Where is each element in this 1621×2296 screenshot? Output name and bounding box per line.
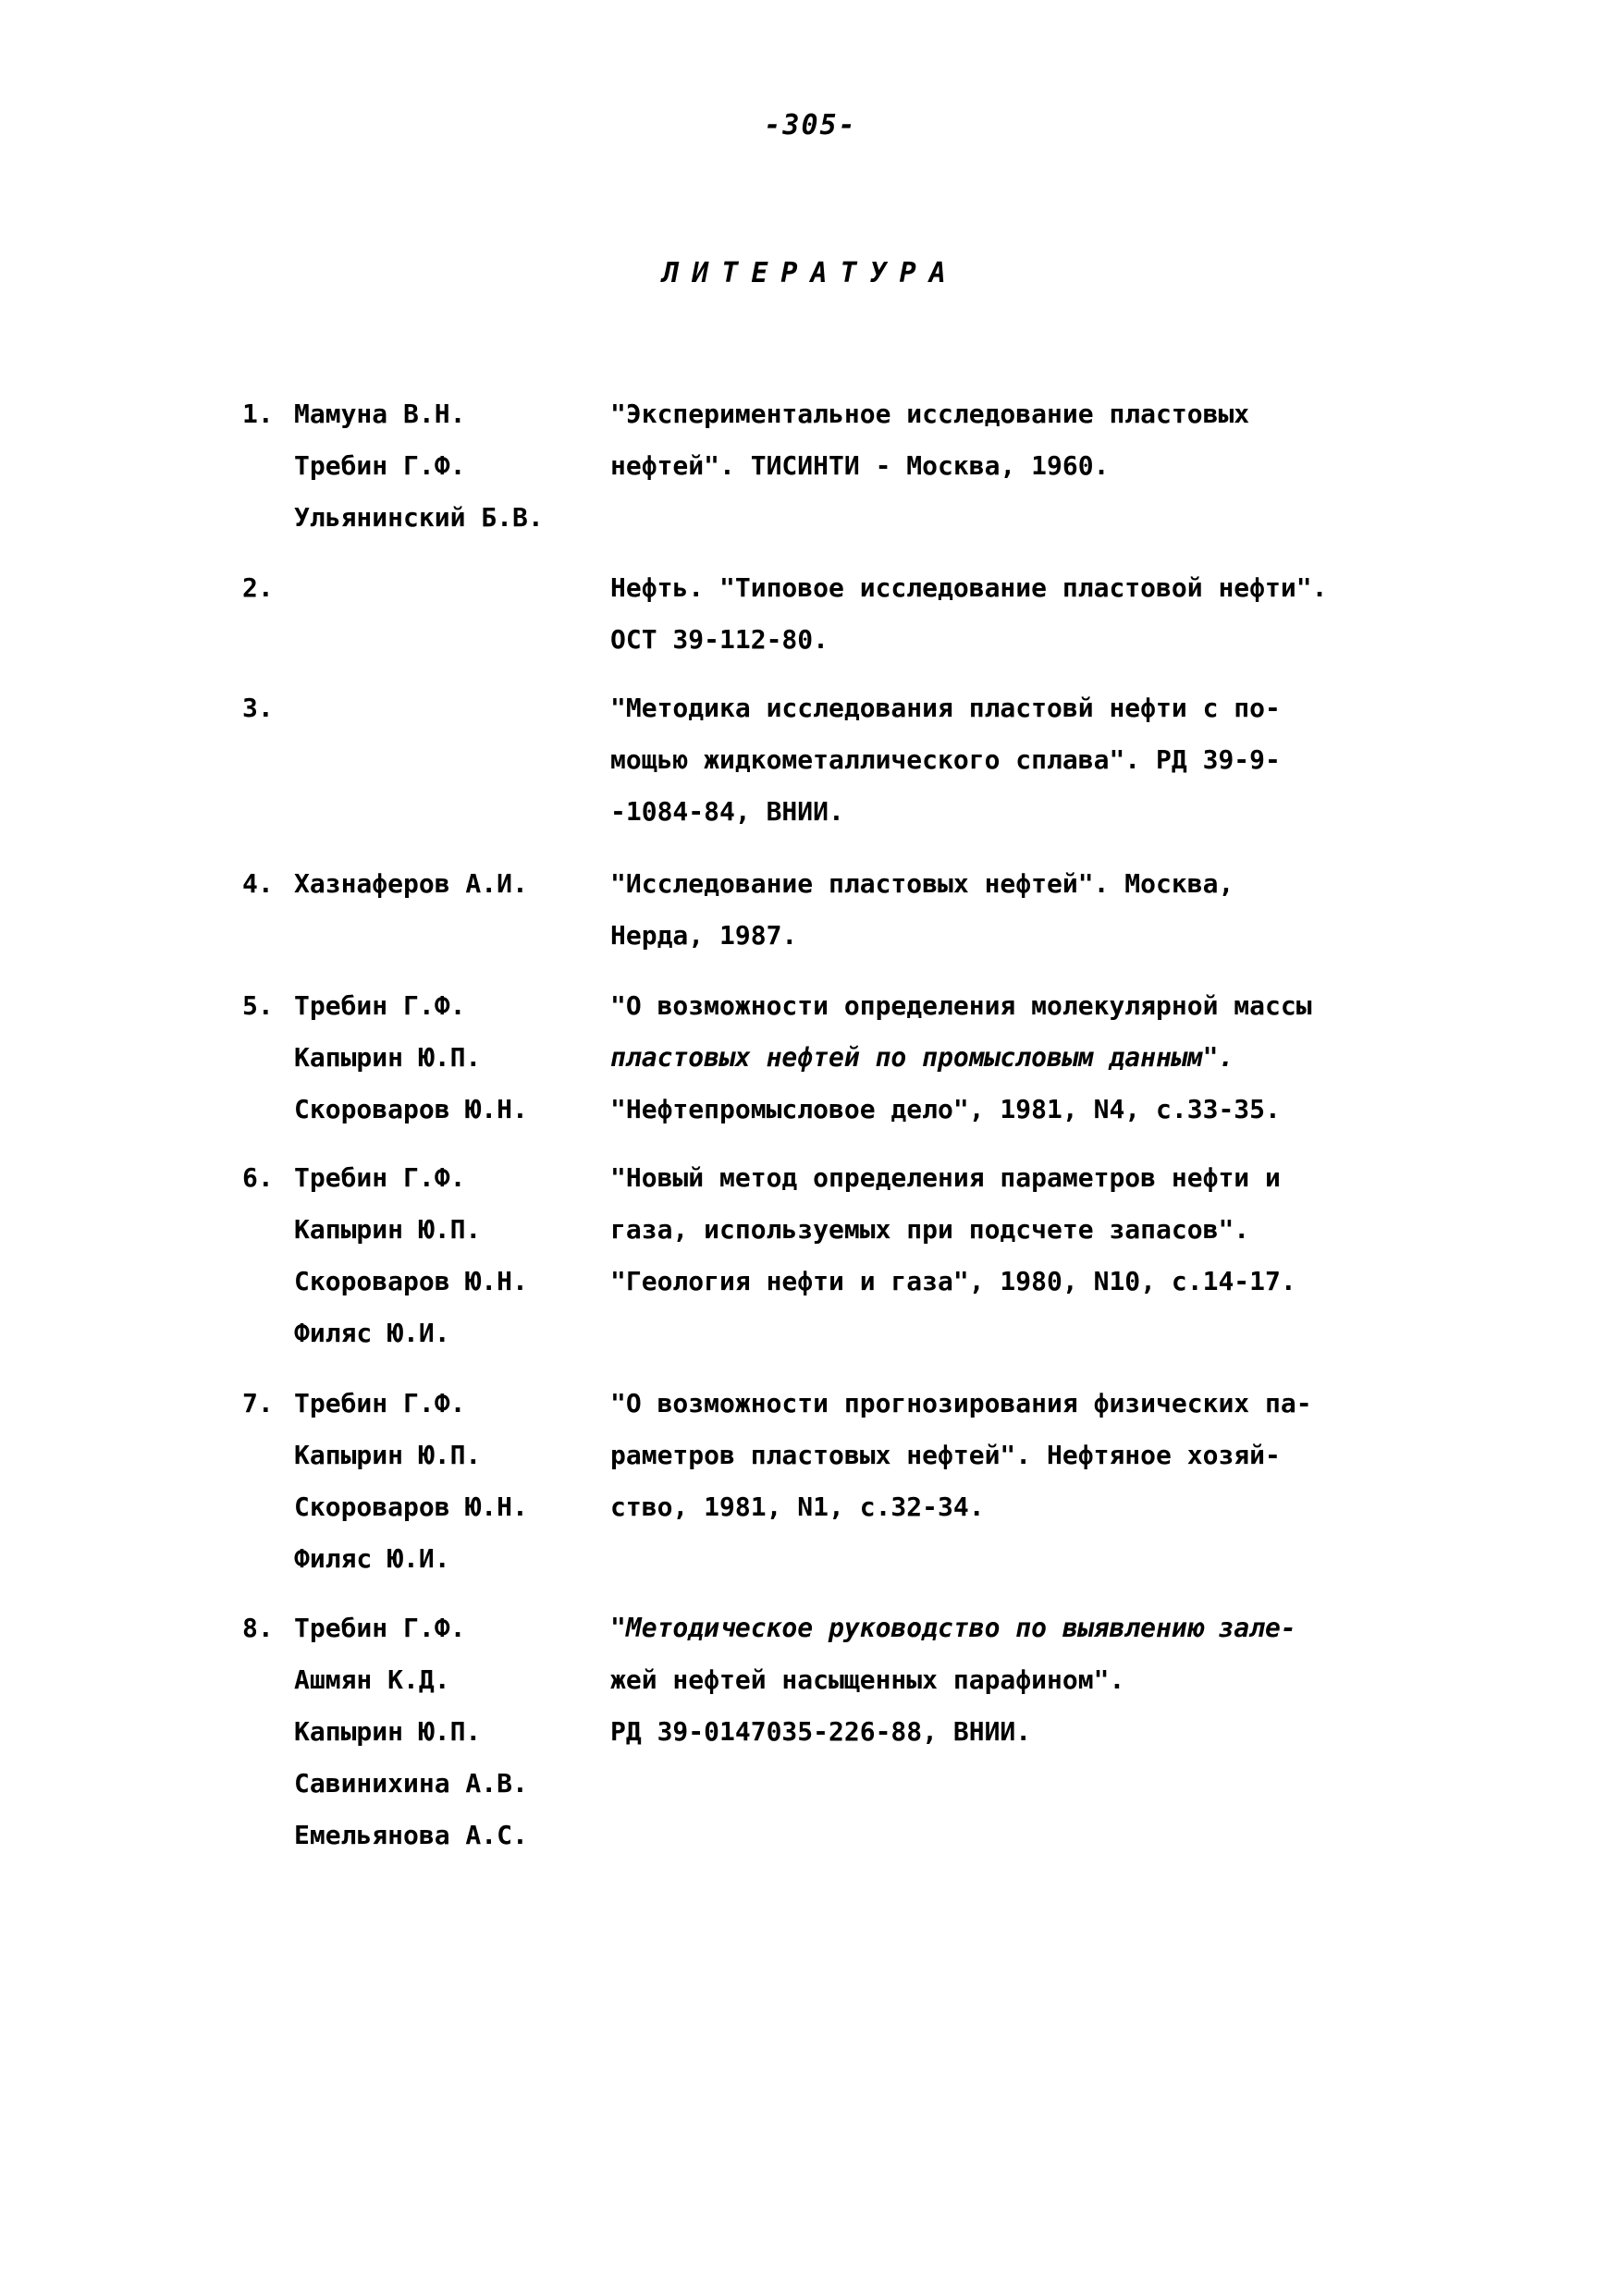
reference-text: "О возможности определения молекулярной массы [610,990,1312,1021]
reference-author: Капырин Ю.П. [294,1440,482,1470]
page-title: ЛИТЕРАТУРА [662,257,959,289]
reference-text: "Методическое руководство по выявлению зале- [610,1613,1296,1643]
reference-author: Требин Г.Ф. [294,1388,466,1418]
reference-author: Ашмян К.Д. [294,1664,450,1695]
reference-6 [0,1152,1621,1359]
reference-text: -1084-84, ВНИИ. [610,796,844,827]
reference-author: Требин Г.Ф. [294,1162,466,1193]
reference-author: Скороваров Ю.Н. [294,1266,528,1296]
reference-text: раметров пластовых нефтей". Нефтяное хозяй- [610,1440,1281,1470]
reference-1 [0,388,1621,544]
reference-text: "Нефтепромысловое дело", 1981, N4, с.33-35. [610,1094,1281,1124]
reference-author: Капырин Ю.П. [294,1042,482,1073]
reference-text: РД 39-0147035-226-88, ВНИИ. [610,1716,1032,1747]
reference-text: пластовых нефтей по промысловым данным". [610,1042,1234,1073]
reference-author: Скороваров Ю.Н. [294,1094,528,1124]
reference-text: жей нефтей насыщенных парафином". [610,1664,1125,1695]
reference-8 [0,1602,1621,1861]
reference-number: 3. [242,693,274,723]
page-number: -305- [764,109,857,141]
reference-3 [0,682,1621,838]
reference-author: Хазнаферов А.И. [294,868,528,899]
reference-text: газа, используемых при подсчете запасов". [610,1214,1250,1245]
reference-number: 2. [242,572,274,603]
reference-text: "Исследование пластовых нефтей". Москва, [610,868,1234,899]
reference-author: Мамуна В.Н. [294,399,466,429]
reference-text: Нерда, 1987. [610,920,798,951]
reference-number: 6. [242,1162,274,1193]
reference-number: 7. [242,1388,274,1418]
reference-author: Скороваров Ю.Н. [294,1492,528,1522]
reference-author: Емельянова А.С. [294,1820,528,1850]
reference-2 [0,562,1621,666]
reference-text: ОСТ 39-112-80. [610,624,829,655]
reference-text: нефтей". ТИСИНТИ - Москва, 1960. [610,450,1110,481]
reference-5 [0,980,1621,1136]
reference-author: Савинихина А.В. [294,1768,528,1799]
reference-text: ство, 1981, N1, с.32-34. [610,1492,985,1522]
reference-author: Требин Г.Ф. [294,450,466,481]
reference-author: Капырин Ю.П. [294,1214,482,1245]
reference-text: "Экспериментальное исследование пластовых [610,399,1250,429]
reference-text: "Геология нефти и газа", 1980, N10, с.14-17. [610,1266,1296,1296]
reference-author: Филяс Ю.И. [294,1543,450,1574]
reference-number: 8. [242,1613,274,1643]
reference-7 [0,1378,1621,1585]
reference-number: 1. [242,399,274,429]
reference-number: 5. [242,990,274,1021]
reference-author: Требин Г.Ф. [294,1613,466,1643]
reference-text: "Новый метод определения параметров нефти и [610,1162,1281,1193]
reference-text: "Методика исследования пластовй нефти с по- [610,693,1281,723]
reference-author: Филяс Ю.И. [294,1318,450,1348]
reference-author: Ульянинский Б.В. [294,502,544,533]
reference-text: "О возможности прогнозирования физических па- [610,1388,1312,1418]
reference-author: Капырин Ю.П. [294,1716,482,1747]
reference-text: Нефть. "Типовое исследование пластовой нефти". [610,572,1328,603]
reference-author: Требин Г.Ф. [294,990,466,1021]
reference-text: мощью жидкометаллического сплава". РД 39-9- [610,744,1281,775]
reference-4 [0,858,1621,962]
reference-number: 4. [242,868,274,899]
